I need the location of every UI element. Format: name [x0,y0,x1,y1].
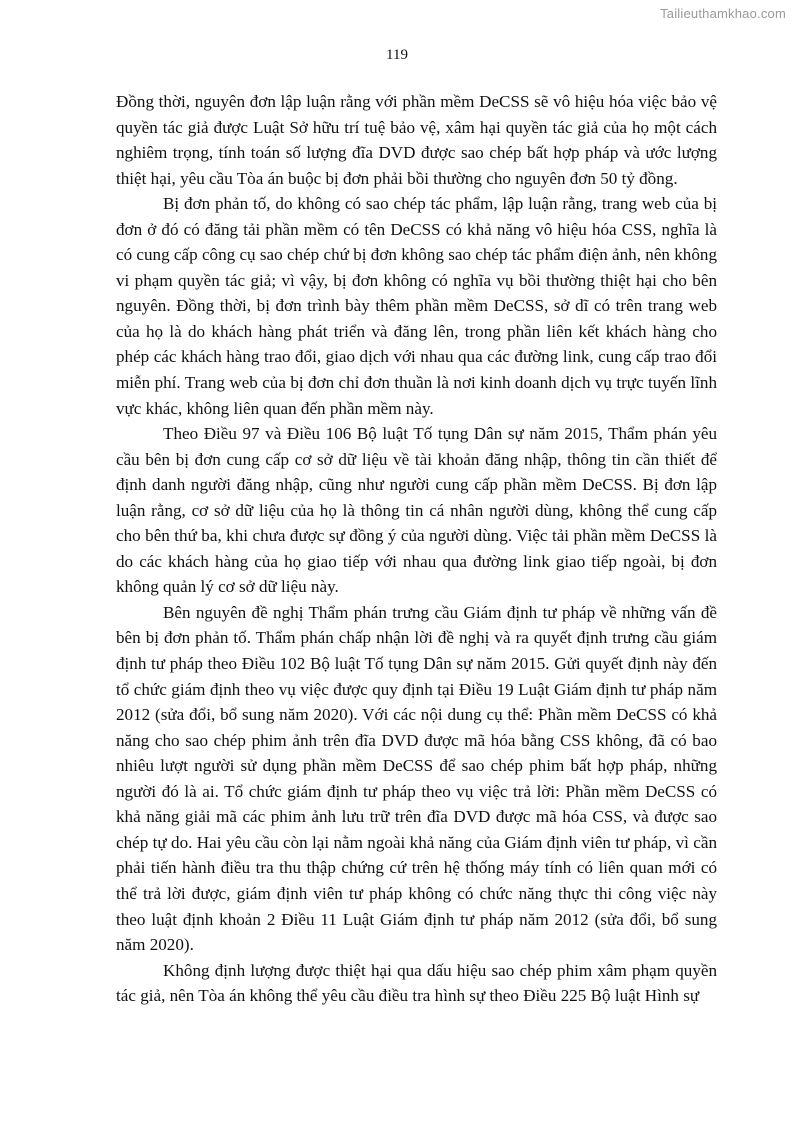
watermark-text: Tailieuthamkhao.com [660,6,786,21]
paragraph-4: Bên nguyên đề nghị Thẩm phán trưng cầu Giám định tư pháp về những vấn đề bên bị đơn phản tố. Thẩm phán chấp nhận lời đề nghị và ra quyết định trưng cầu giám định tư pháp theo Điều 102 Bộ luật Tố tụng Dân sự năm 2015. Gửi quyết định này đến tổ chức giám định theo vụ việc được quy định tại Điều 19 Luật Giám định tư pháp năm 2012 (sửa đổi, bổ sung năm 2020). Với các nội dung cụ thể: Phần mềm DeCSS có khả năng cho sao chép phim ảnh trên đĩa DVD được mã hóa bằng CSS không, đã có bao nhiêu lượt người sử dụng phần mềm DeCSS để sao chép phim bất hợp pháp, những người đó là ai. Tổ chức giám định tư pháp theo vụ việc trả lời: Phần mềm DeCSS có khả năng giải mã các phim ảnh lưu trữ trên đĩa DVD được mã hóa CSS, và được sao chép tự do. Hai yêu cầu còn lại nằm ngoài khả năng của Giám định viên tư pháp, vì cần phải tiến hành điều tra thu thập chứng cứ trên hệ thống máy tính có liên quan mới có thể trả lời được, giám định viên tư pháp không có chức năng thực thi công việc này theo luật định khoản 2 Điều 11 Luật Giám định tư pháp năm 2012 (sửa đổi, bổ sung năm 2020). [116,602,717,955]
paragraph-3: Theo Điều 97 và Điều 106 Bộ luật Tố tụng Dân sự năm 2015, Thẩm phán yêu cầu bên bị đơn cung cấp cơ sở dữ liệu về tài khoản đăng nhập, thông tin cần thiết để định danh người đăng nhập, cũng như người cung cấp phần mềm DeCSS. Bị đơn lập luận rằng, cơ sở dữ liệu của họ là thông tin cá nhân người dùng, không thể cung cấp cho bên thứ ba, khi chưa được sự đồng ý của người dùng. Việc tải phần mềm DeCSS là do các khách hàng của họ giao tiếp với nhau qua đường link giao tiếp ngoài, bị đơn không quản lý cơ sở dữ liệu này. [116,424,717,597]
paragraph-5: Không định lượng được thiệt hại qua dấu hiệu sao chép phim xâm phạm quyền tác giả, nên Tòa án không thể yêu cầu điều tra hình sự theo Điều 225 Bộ luật Hình sự [116,960,717,1006]
page-number: 119 [386,47,408,63]
document-body [116,89,717,1009]
paragraph-1: Đồng thời, nguyên đơn lập luận rằng với phần mềm DeCSS sẽ vô hiệu hóa việc bảo vệ quyền tác giả được Luật Sở hữu trí tuệ bảo vệ, xâm hại quyền tác giả của họ một cách nghiêm trọng, tính toán số lượng đĩa DVD được sao chép bất hợp pháp và ước lượng thiệt hại, yêu cầu Tòa án buộc bị đơn phải bồi thường cho nguyên đơn 50 tỷ đồng. [116,92,717,188]
paragraph-2: Bị đơn phản tố, do không có sao chép tác phẩm, lập luận rằng, trang web của bị đơn ở đó có đăng tải phần mềm có tên DeCSS có khả năng vô hiệu hóa CSS, nghĩa là có cung cấp công cụ sao chép chứ bị đơn không sao chép tác phẩm điện ảnh, nên không vi phạm quyền tác giả; vì vậy, bị đơn không có nghĩa vụ bồi thường thiệt hại cho bên nguyên. Đồng thời, bị đơn trình bày thêm phần mềm DeCSS, sở dĩ có trên trang web của họ là do khách hàng phát triển và đăng lên, trong phần liên kết khách hàng cho phép các khách hàng trao đổi, giao dịch với nhau qua các đường link, cung cấp trao đổi miễn phí. Trang web của bị đơn chỉ đơn thuần là nơi kinh doanh dịch vụ trực tuyến lĩnh vực khác, không liên quan đến phần mềm này. [116,194,717,418]
